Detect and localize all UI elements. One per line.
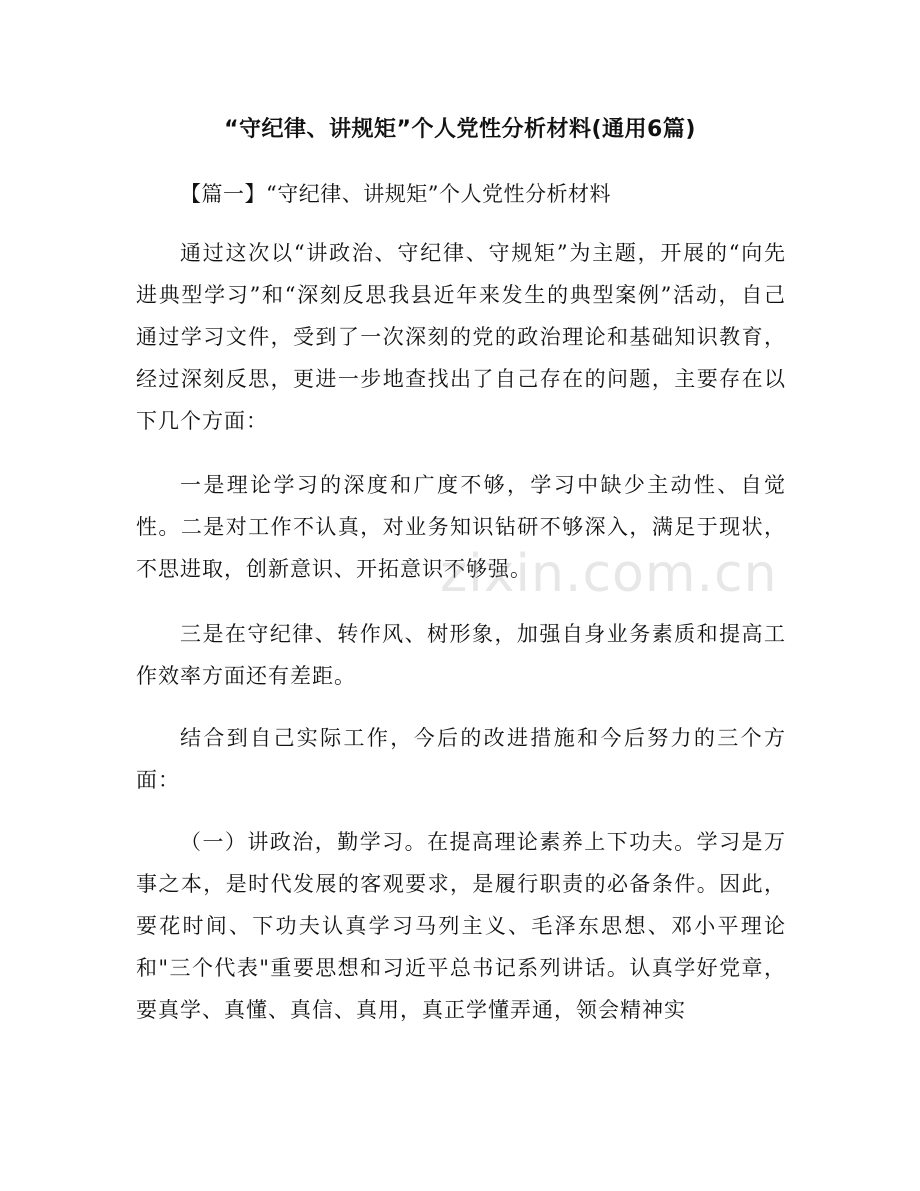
paragraph: 通过这次以“讲政治、守纪律、守规矩”为主题，开展的“向先进典型学习”和“深刻反思我县近年来发生的典型案例”活动，自己通过学习文件，受到了一次深刻的党的政治理论和基础知识教育，经过深刻反思，更进一步地查找出了自己存在的问题，主要存在以下几个方面： — [136, 241, 786, 433]
paragraph: 一是理论学习的深度和广度不够，学习中缺少主动性、自觉性。二是对工作不认真，对业务知识钻研不够深入，满足于现状，不思进取，创新意识、开拓意识不够强。 — [136, 473, 786, 581]
watermark: zixin.com.cn — [440, 544, 778, 604]
paragraph: 三是在守纪律、转作风、树形象，加强自身业务素质和提高工作效率方面还有差距。 — [136, 622, 786, 688]
section-heading: 【篇一】“守纪律、讲规矩”个人党性分析材料 — [180, 182, 611, 206]
paragraph: 结合到自己实际工作，今后的改进措施和今后努力的三个方面： — [136, 726, 786, 792]
paragraph: （一）讲政治，勤学习。在提高理论素养上下功夫。学习是万事之本，是时代发展的客观要求，是履行职责的必备条件。因此，要花时间、下功夫认真学习马列主义、毛泽东思想、邓小平理论和"三个代表"重要思想和习近平总书记系列讲话。认真学好党章，要真学、真懂、真信、真用，真正学懂弄通，领会精神实 — [136, 830, 786, 1022]
document-title: “守纪律、讲规矩”个人党性分析材料(通用6篇) — [224, 117, 696, 142]
